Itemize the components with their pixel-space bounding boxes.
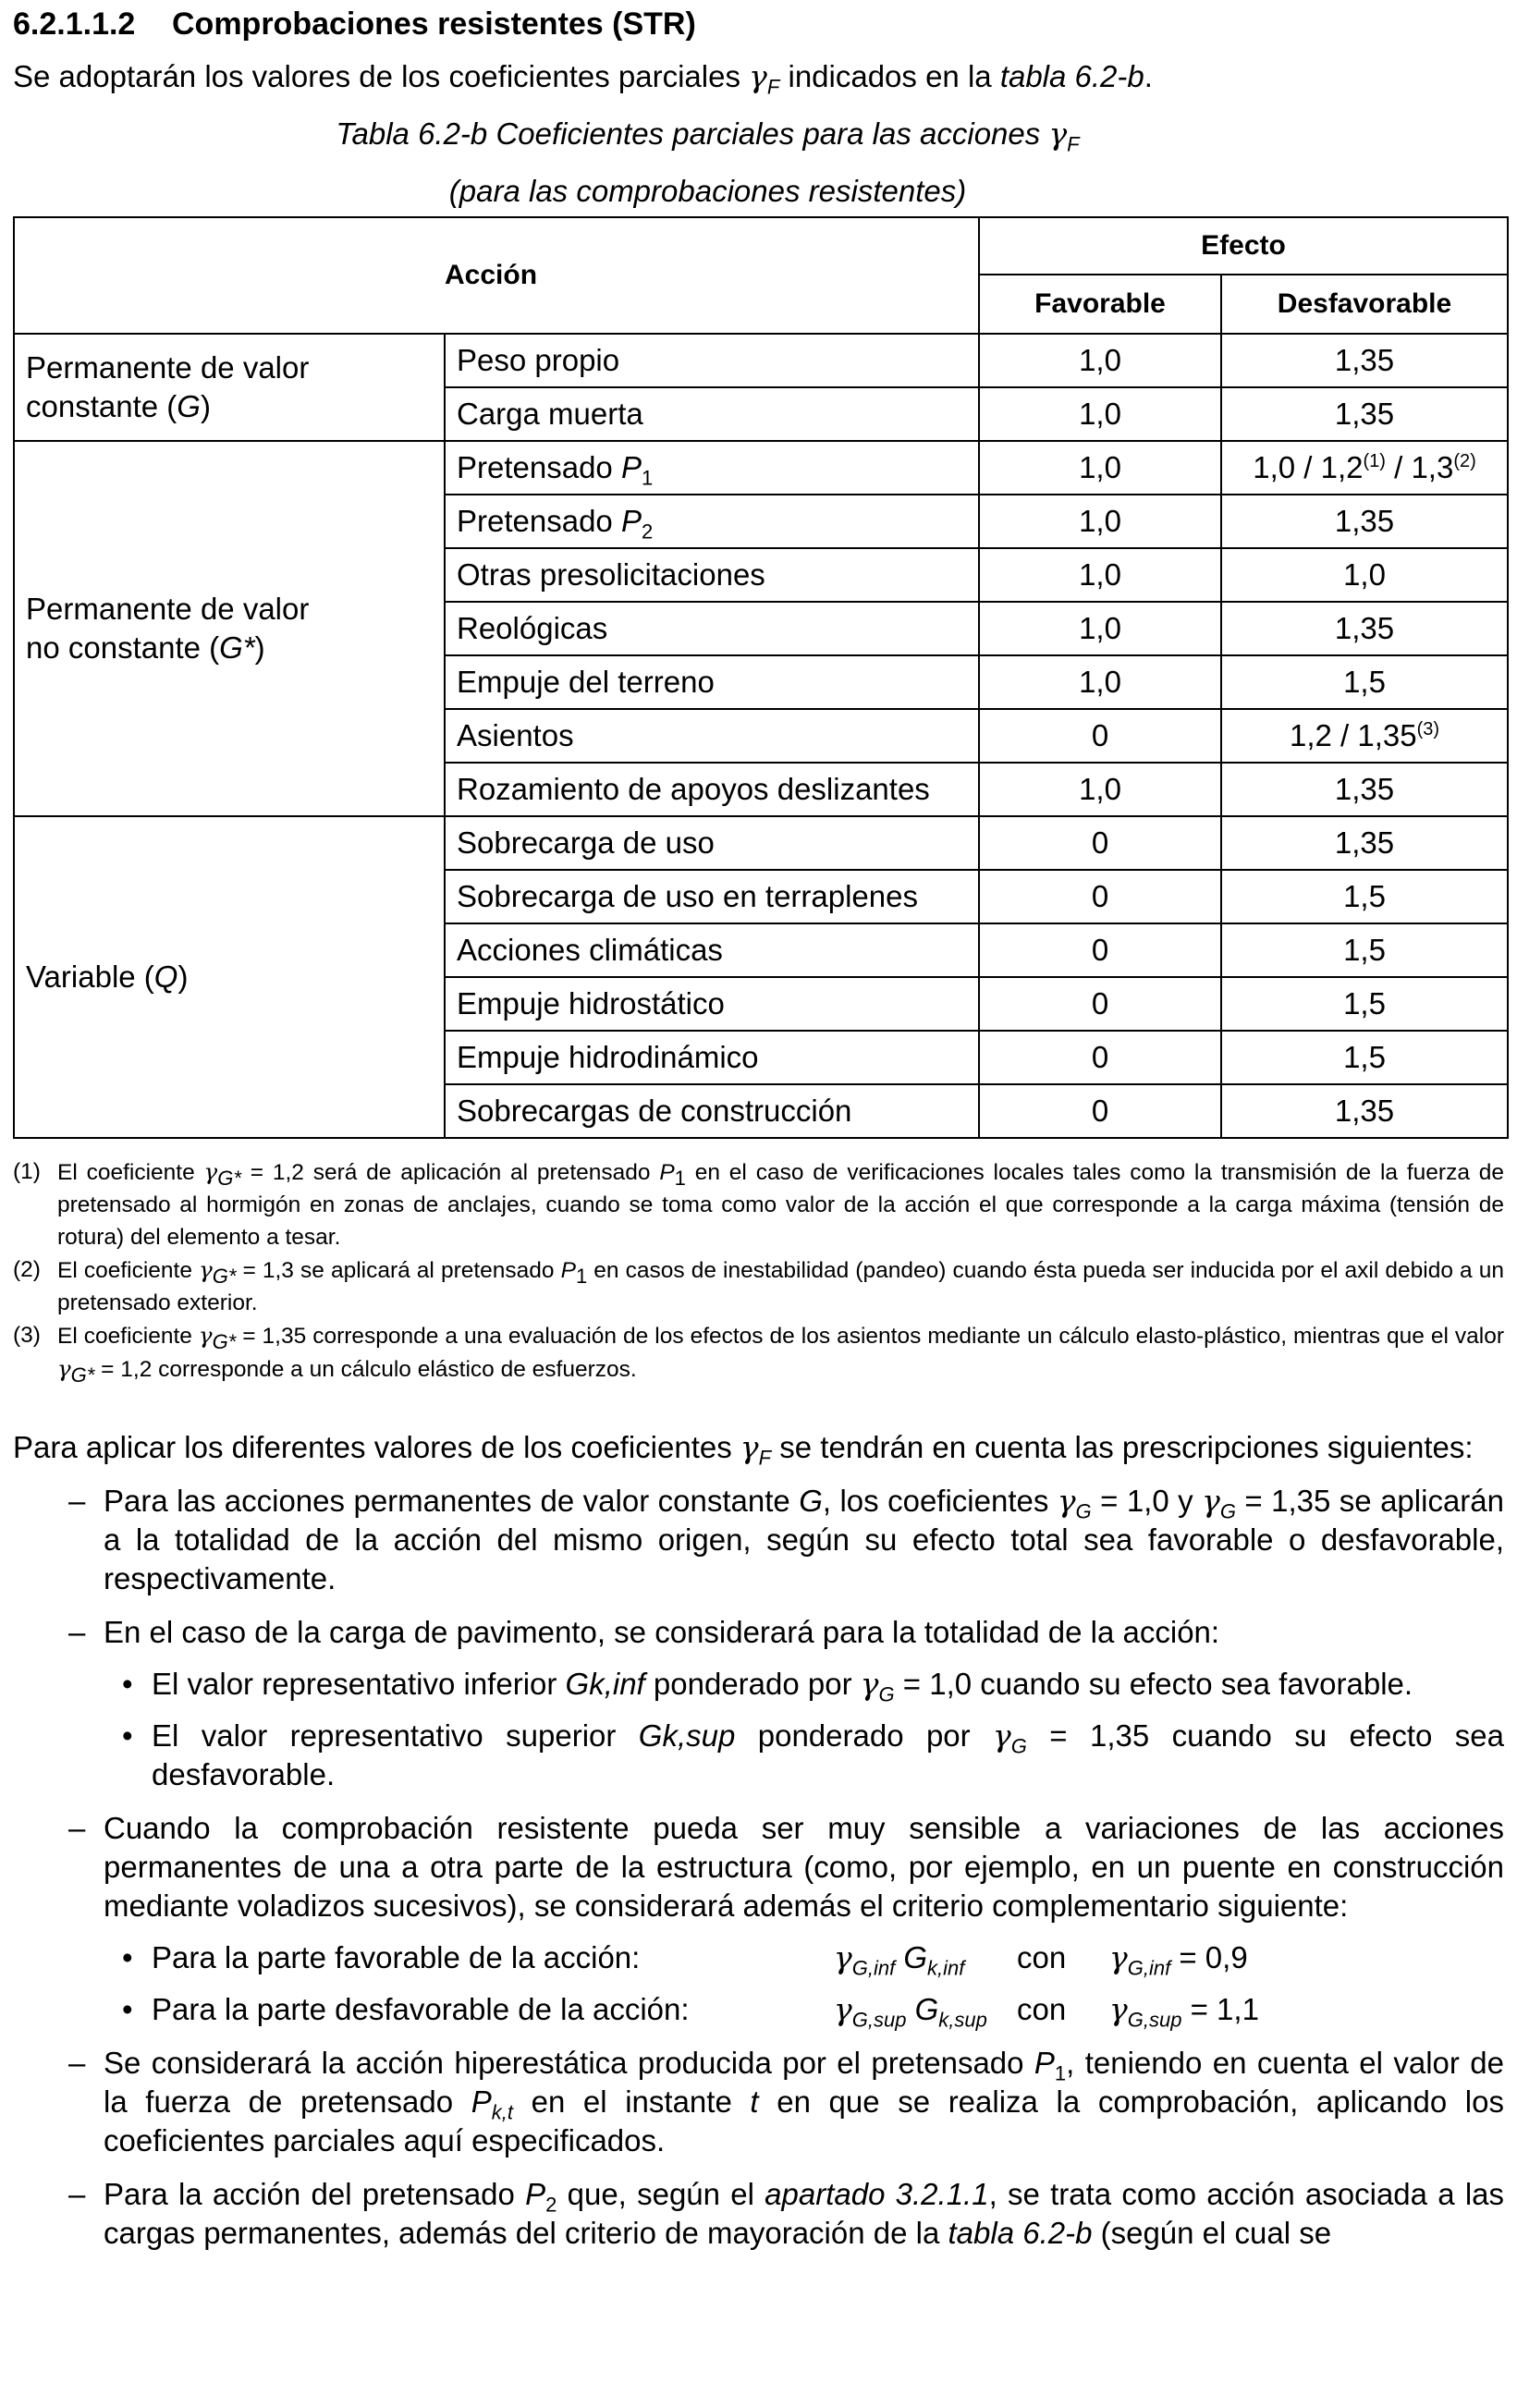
row-desfavorable: 1,35 (1221, 1084, 1508, 1138)
symbol: G (895, 1940, 928, 1974)
footnote-part: en el caso de verificaciones locales tales como la transmisión de la fuerza de pretensado al hormigón en zonas de anclajes, cuando se toma como valor de la acción el que corresponde a la carga máxima (tensión de rotura) del elemento a tesar. (57, 1160, 1505, 1250)
gamma-subscript: G (1219, 1499, 1236, 1523)
subscript: 1 (1054, 2061, 1067, 2085)
footnote-mark: (2) (13, 1257, 41, 1282)
row-accion: Carga muerta (445, 387, 979, 441)
gamma-subscript: G,inf (1127, 1956, 1171, 1980)
symbol: P (659, 1160, 675, 1185)
category-permanent-constant (14, 334, 445, 441)
dash-marker: – (68, 1811, 86, 1845)
symbol: P (525, 2177, 546, 2211)
formula-expression (834, 1938, 1017, 1980)
dash-marker: – (68, 2046, 86, 2080)
gamma-subscript: G* (212, 1264, 237, 1288)
gamma-subscript: G,sup (1127, 2008, 1182, 2032)
subscript: 2 (545, 2193, 557, 2217)
row-accion: Asientos (445, 709, 979, 763)
subscript: k,inf (927, 1956, 965, 1980)
row-accion: Peso propio (445, 334, 979, 387)
row-desfavorable: 1,5 (1221, 870, 1508, 923)
footnote-part: El coeficiente (57, 1324, 199, 1349)
table-caption (0, 113, 1504, 155)
formula-connector: con (1017, 1940, 1067, 1974)
text-part: , teniendo en cuenta el valor de la fuerza de pretensado (104, 2046, 1504, 2119)
row-accion: Empuje hidrostático (445, 977, 979, 1031)
symbol: Gk,sup (638, 1718, 736, 1753)
row-accion-subscript: 2 (641, 519, 654, 544)
category-symbol: Q (153, 960, 178, 994)
row-desfavorable: 1,5 (1221, 923, 1508, 977)
category-text: ) (200, 389, 211, 423)
footnote-ref: (2) (1453, 451, 1476, 471)
row-favorable: 0 (979, 1084, 1221, 1138)
row-accion-subscript: 1 (641, 466, 654, 490)
row-accion: Reológicas (445, 602, 979, 655)
table-footnotes (13, 1155, 1504, 1386)
gamma-subscript: G (878, 1682, 895, 1706)
row-desfavorable: 1,35 (1221, 602, 1508, 655)
header-efecto: Efecto (979, 217, 1508, 275)
intro-paragraph (13, 57, 1504, 99)
intro-text: indicados en la (779, 59, 1000, 93)
row-accion: Sobrecarga de uso en terraplenes (445, 870, 979, 923)
footnote-text (57, 1155, 1504, 1253)
bullet-item (13, 1990, 1504, 2032)
footnote-ref: (1) (1363, 451, 1386, 471)
bullet-text (152, 1665, 1504, 1704)
table-caption-text: Tabla 6.2-b Coeficientes parciales para las acciones (336, 116, 1049, 151)
gamma-symbol: γ (198, 1322, 213, 1349)
footnote (13, 1253, 1504, 1319)
table-subcaption (0, 170, 1504, 213)
table-row (14, 441, 1508, 495)
row-accion: Rozamiento de apoyos deslizantes (445, 763, 979, 816)
formula-label: Para la parte desfavorable de la acción: (152, 1992, 690, 2026)
row-favorable: 0 (979, 870, 1221, 923)
intro-text: Se adoptarán los valores de los coeficientes parciales (13, 59, 750, 93)
row-desfavorable: 1,35 (1221, 495, 1508, 548)
list-item-text (104, 2044, 1504, 2160)
footnote (13, 1155, 1504, 1253)
section-title: Comprobaciones resistentes (STR) (172, 6, 696, 42)
footnote-part: El coeficiente (57, 1258, 200, 1283)
bullet-marker: • (122, 1718, 133, 1753)
symbol: G (799, 1484, 823, 1518)
footnote-part: = 1,2 será de aplicación al pretensado (240, 1160, 660, 1185)
text-part: Para las acciones permanentes de valor constante (104, 1484, 800, 1518)
category-text: Permanente de valor (26, 350, 310, 385)
row-favorable: 1,0 (979, 602, 1221, 655)
subscript: k,t (491, 2100, 513, 2124)
section-reference: apartado 3.2.1.1 (765, 2177, 989, 2211)
text-part: (según el cual se (1092, 2216, 1332, 2250)
dash-marker: – (68, 2177, 86, 2211)
symbol: G (906, 1992, 939, 2026)
symbol: t (750, 2084, 759, 2119)
table-row (14, 334, 1508, 387)
gamma-subscript: F (758, 1446, 772, 1470)
gamma-symbol: γ (749, 58, 767, 94)
symbol: P (471, 2084, 492, 2119)
bullet-item (13, 1938, 1504, 1980)
row-desfavorable: 1,5 (1221, 977, 1508, 1031)
row-desfavorable: 1,35 (1221, 763, 1508, 816)
text-part: Se considerará la acción hiperestática producida por el pretensado (104, 2046, 1034, 2080)
gamma-subscript: G* (212, 1329, 237, 1353)
formula-connector: con (1017, 1992, 1067, 2026)
text-part: = 1,35 cuando su efecto sea desfavorable. (152, 1718, 1504, 1791)
list-item (13, 1613, 1504, 1652)
paragraph-text: Para aplicar los diferentes valores de los coeficientes (13, 1430, 740, 1464)
bullet-marker: • (122, 1667, 133, 1701)
text-part: ponderado por (644, 1667, 861, 1701)
row-desfavorable: 1,5 (1221, 1031, 1508, 1084)
symbol: P (1034, 2046, 1055, 2080)
subscript: 1 (575, 1264, 588, 1288)
row-desfavorable: 1,5 (1221, 655, 1508, 709)
category-variable (14, 816, 445, 1138)
header-favorable: Favorable (979, 275, 1221, 334)
category-permanent-nonconstant (14, 441, 445, 816)
category-text: ) (177, 960, 189, 994)
prescriptions-section (13, 1428, 1504, 2253)
gamma-subscript: G* (217, 1166, 241, 1190)
row-favorable: 0 (979, 923, 1221, 977)
footnote-text (57, 1253, 1504, 1319)
category-text: Permanente de valor (26, 592, 310, 626)
row-accion: Sobrecarga de uso (445, 816, 979, 870)
bullet-marker: • (122, 1992, 133, 2026)
row-desfavorable: 1,35 (1221, 387, 1508, 441)
formula-condition (1109, 1990, 1259, 2032)
category-text: Variable ( (26, 960, 154, 994)
formula-value: = 1,1 (1181, 1992, 1259, 2026)
text-part: El valor representativo inferior (152, 1667, 566, 1701)
row-desfavorable: 1,35 (1221, 334, 1508, 387)
footnote-part: = 1,2 corresponde a un cálculo elástico de esfuerzos. (94, 1357, 637, 1382)
gamma-subscript: G,inf (851, 1956, 896, 1980)
row-favorable: 1,0 (979, 441, 1221, 495)
gamma-subscript: G (1010, 1734, 1027, 1758)
formula-condition (1109, 1938, 1248, 1980)
section-heading (13, 0, 1504, 44)
footnote-ref: (3) (1416, 719, 1440, 740)
category-text: no constante ( (26, 630, 220, 665)
desf-value: / 1,3 (1385, 450, 1454, 484)
row-favorable: 0 (979, 1031, 1221, 1084)
category-text: ) (254, 630, 265, 665)
formula-expression (834, 1990, 1017, 2032)
header-accion: Acción (14, 217, 979, 334)
row-favorable: 1,0 (979, 548, 1221, 602)
category-symbol: G (177, 389, 201, 423)
bullet-item (13, 1665, 1504, 1704)
paragraph-text: se tendrán en cuenta las prescripciones siguientes: (771, 1430, 1474, 1464)
list-item-text: En el caso de la carga de pavimento, se considerará para la totalidad de la acción: (104, 1615, 1220, 1649)
gamma-symbol: γ (203, 1158, 218, 1185)
bullet-item (13, 1717, 1504, 1794)
formula-line (152, 1938, 1504, 1980)
intro-text: . (1144, 59, 1153, 93)
subscript: 1 (674, 1166, 686, 1190)
formula-value: = 0,9 (1170, 1940, 1248, 1974)
gamma-symbol: γ (1057, 1483, 1076, 1519)
row-accion: Empuje del terreno (445, 655, 979, 709)
row-desfavorable (1221, 709, 1508, 763)
prescriptions-intro (13, 1428, 1504, 1470)
row-favorable: 1,0 (979, 334, 1221, 387)
row-favorable: 1,0 (979, 495, 1221, 548)
subscript: k,sup (938, 2008, 987, 2032)
table-reference: tabla 6.2-b (948, 2216, 1093, 2250)
row-accion: Otras presolicitaciones (445, 548, 979, 602)
list-item (13, 1809, 1504, 1925)
gamma-symbol: γ (1109, 1939, 1128, 1975)
footnote-mark: (1) (13, 1159, 41, 1184)
section-number: 6.2.1.1.2 (13, 6, 136, 42)
bullet-text (152, 1717, 1504, 1794)
text-part: en que se realiza la comprobación, aplicando los coeficientes parciales aquí especificados. (104, 2084, 1504, 2157)
gamma-subscript: F (766, 75, 780, 99)
row-accion (445, 441, 979, 495)
text-part: = 1,35 se aplicarán a la totalidad de la acción del mismo origen, según su efecto total sea favorable o desfavorable, respectivamente. (104, 1484, 1504, 1595)
list-item-text (104, 1482, 1504, 1598)
row-accion: Sobrecargas de construcción (445, 1084, 979, 1138)
text-part: en el instante (512, 2084, 751, 2119)
text-part: = 1,0 cuando su efecto sea favorable. (894, 1667, 1413, 1701)
row-favorable: 1,0 (979, 387, 1221, 441)
row-desfavorable (1221, 441, 1508, 495)
gamma-symbol: γ (199, 1256, 213, 1283)
row-accion-symbol: P (620, 504, 642, 538)
table-reference: tabla 6.2-b (999, 59, 1144, 93)
row-favorable: 0 (979, 977, 1221, 1031)
dash-marker: – (68, 1615, 86, 1649)
formula-label: Para la parte favorable de la acción: (152, 1940, 641, 1974)
footnote-mark: (3) (13, 1323, 41, 1348)
footnote-text (57, 1319, 1504, 1386)
desf-value: 1,2 / 1,35 (1289, 718, 1417, 752)
row-desfavorable: 1,0 (1221, 548, 1508, 602)
text-part: ponderado por (735, 1718, 994, 1753)
gamma-symbol: γ (1048, 116, 1068, 152)
gamma-symbol: γ (1202, 1483, 1220, 1519)
gamma-subscript: G (1075, 1499, 1092, 1523)
gamma-subscript: F (1067, 132, 1080, 156)
gamma-symbol: γ (57, 1355, 71, 1382)
gamma-symbol: γ (834, 1991, 852, 2027)
row-favorable: 1,0 (979, 655, 1221, 709)
gamma-subscript: G,sup (851, 2008, 907, 2032)
text-part: El valor representativo superior (152, 1718, 639, 1753)
gamma-symbol: γ (993, 1717, 1011, 1754)
gamma-symbol: γ (1109, 1991, 1128, 2027)
text-part: Para la acción del pretensado (104, 2177, 526, 2211)
list-item (13, 2175, 1504, 2253)
gamma-symbol: γ (834, 1939, 852, 1975)
dash-marker: – (68, 1484, 86, 1518)
symbol: P (560, 1258, 576, 1283)
gamma-symbol: γ (740, 1429, 759, 1465)
footnote-part: El coeficiente (57, 1160, 204, 1185)
row-accion-symbol: P (620, 450, 642, 484)
header-desfavorable: Desfavorable (1221, 275, 1508, 334)
footnote-part: en casos de inestabilidad (pandeo) cuando ésta pueda ser inducida por el axil debido a un pretensado exterior. (57, 1258, 1504, 1315)
row-favorable: 0 (979, 816, 1221, 870)
list-item-text: Cuando la comprobación resistente pueda ser muy sensible a variaciones de las acciones permanentes de una a otra parte de la estructura (como, por ejemplo, en un puente en construcción mediante voladizos sucesivos), se considerará además el criterio complementario siguiente: (104, 1811, 1504, 1923)
list-item (13, 1482, 1504, 1598)
desf-value: 1,0 / 1,2 (1253, 450, 1364, 484)
row-accion: Acciones climáticas (445, 923, 979, 977)
text-part: = 1,0 y (1091, 1484, 1203, 1518)
row-accion-text: Pretensado (457, 504, 621, 538)
text-part: , los coeficientes (822, 1484, 1058, 1518)
coefficients-table (13, 216, 1509, 1139)
table-subcaption-text: (para las comprobaciones resistentes) (448, 174, 967, 208)
footnote-part: = 1,3 se aplicará al pretensado (236, 1258, 561, 1283)
text-part: que, según el (557, 2177, 765, 2211)
row-accion-text: Pretensado (457, 450, 621, 484)
list-item (13, 2044, 1504, 2160)
row-desfavorable: 1,35 (1221, 816, 1508, 870)
gamma-subscript: G* (70, 1363, 95, 1387)
row-accion: Empuje hidrodinámico (445, 1031, 979, 1084)
row-favorable: 1,0 (979, 763, 1221, 816)
list-item-text (104, 2175, 1504, 2253)
category-text: constante ( (26, 389, 177, 423)
footnote-part: = 1,35 corresponde a una evaluación de los efectos de los asientos mediante un cálculo elasto-plástico, mientras que el valor (236, 1324, 1504, 1349)
row-favorable: 0 (979, 709, 1221, 763)
footnote (13, 1319, 1504, 1386)
formula-line (152, 1990, 1504, 2032)
row-accion (445, 495, 979, 548)
text-part: , se trata como acción asociada a las cargas permanentes, además del criterio de mayoración de la (104, 2177, 1505, 2250)
table-row (14, 816, 1508, 870)
gamma-symbol: γ (860, 1666, 879, 1702)
category-symbol: G* (219, 630, 255, 665)
symbol: Gk,inf (565, 1667, 645, 1701)
bullet-marker: • (122, 1940, 133, 1974)
